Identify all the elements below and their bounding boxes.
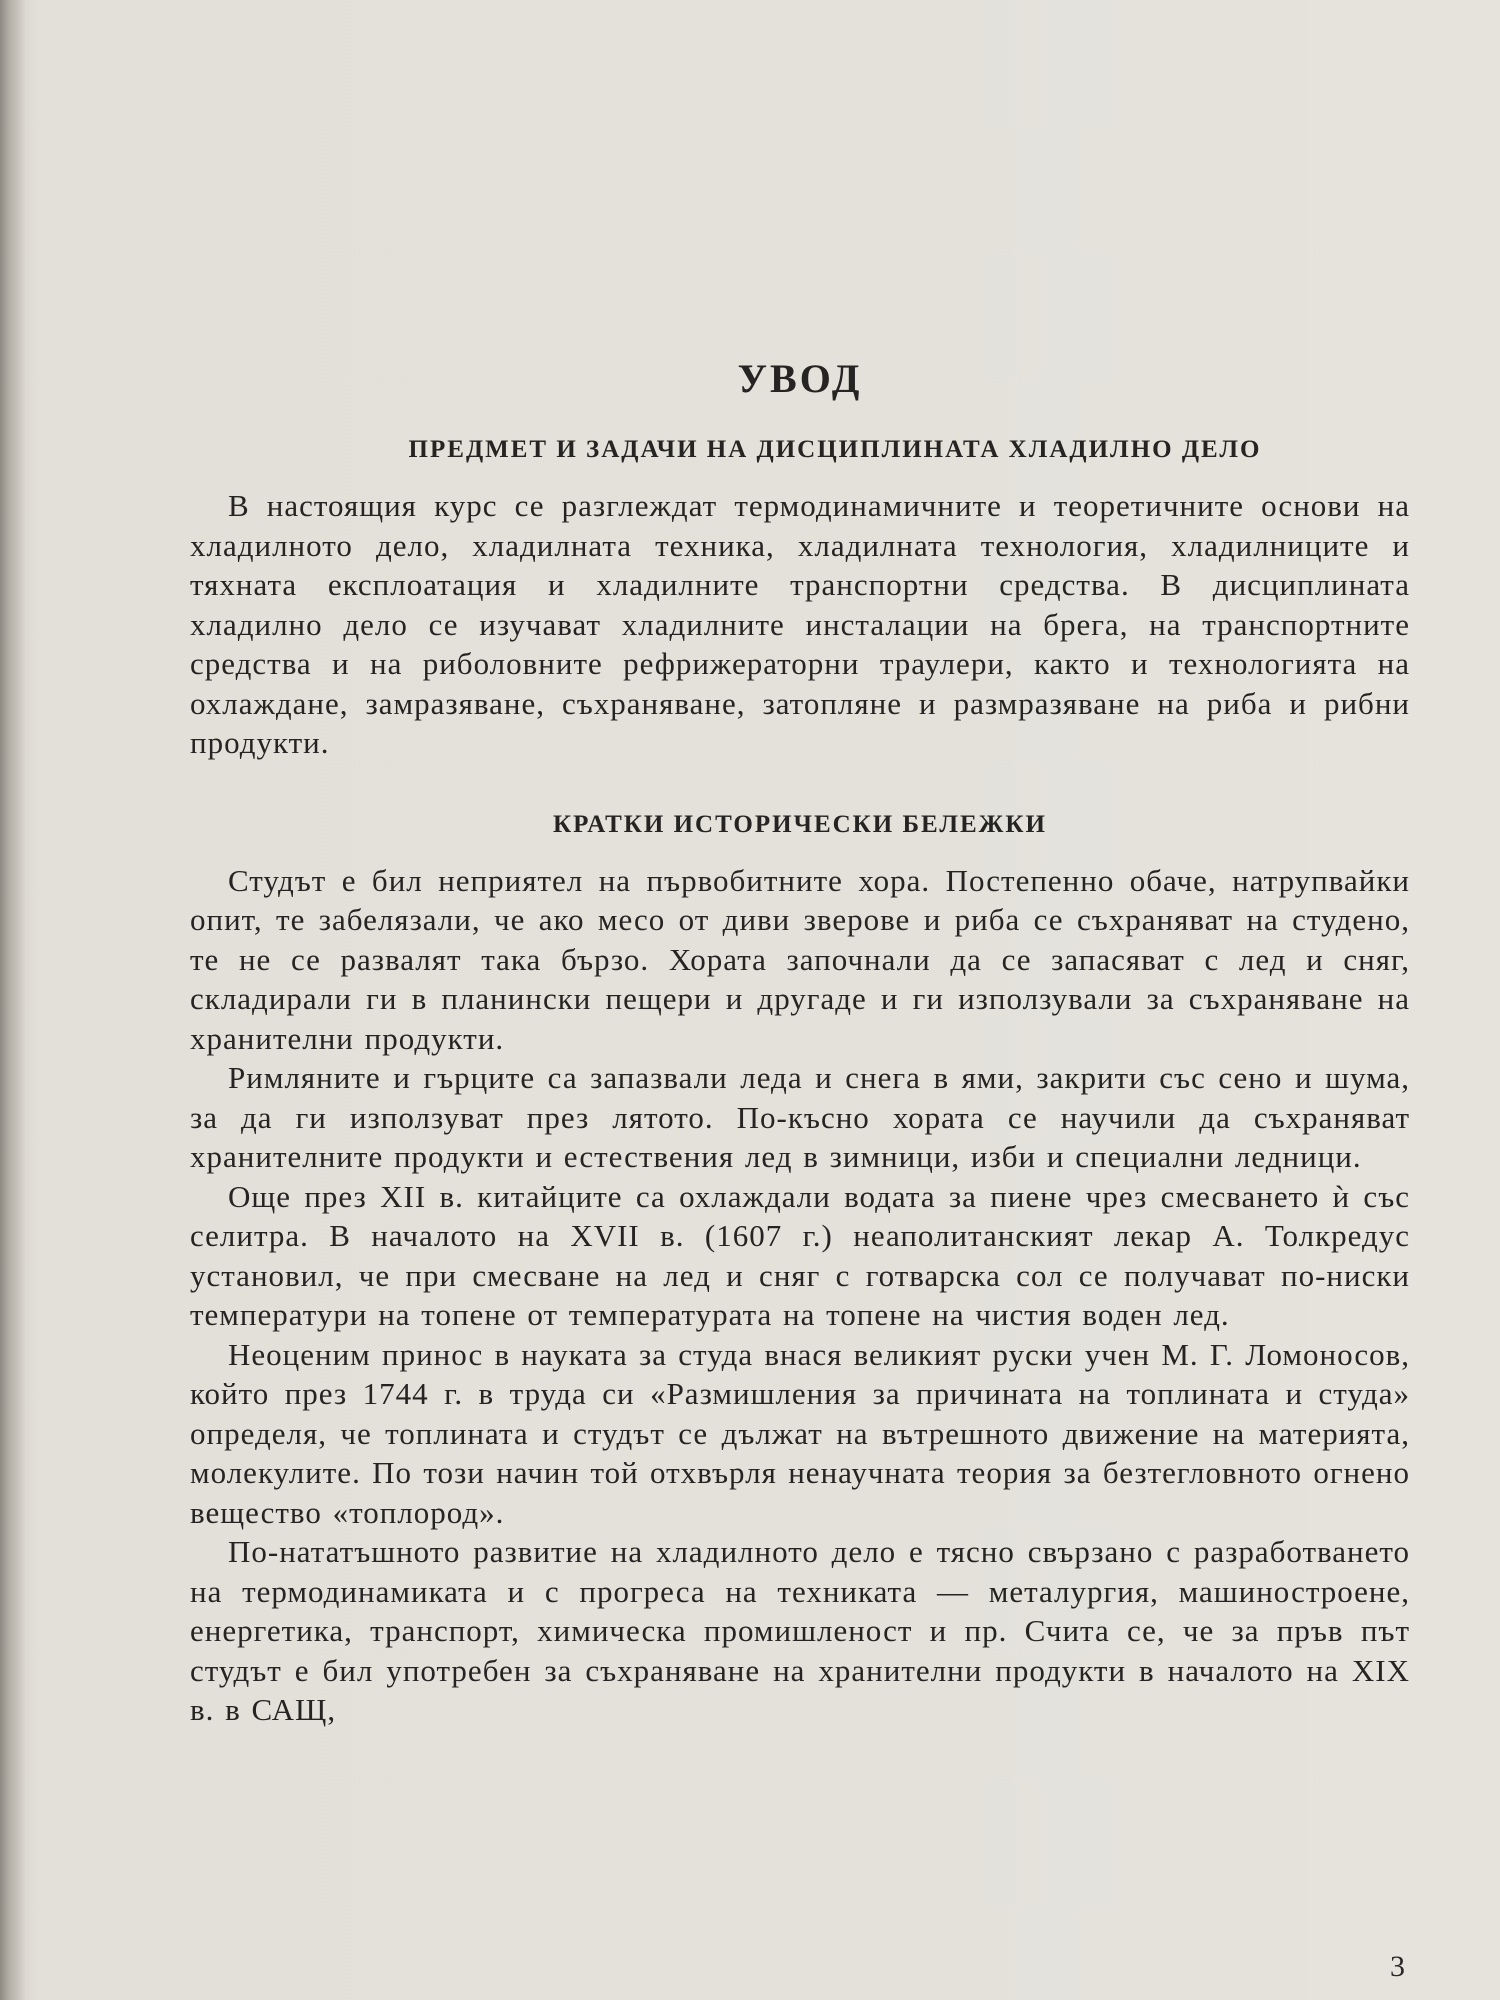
section-title: ПРЕДМЕТ И ЗАДАЧИ НА ДИСЦИПЛИНАТА ХЛАДИЛНО ДЕЛО bbox=[408, 436, 1262, 463]
paragraph: По-нататъшното развитие на хладилното дело е тясно свързано с разработването на термодинамиката и с прогреса на техниката — металургия, машиностроене, енергетика, транспорт, химическа промишленост и пр. Счита се, че за пръв път студът е бил употребен за съхраняване на хранителни продукти в началото на XIX в. в САЩ, bbox=[190, 1534, 1410, 1727]
paragraph: Неоценим принос в науката за студа внася великият руски учен М. Г. Ломоносов, който през 1744 г. в труда си «Размишления за причината на топлината и студа» определя, че топлината и студът се дължат на вътрешното движение на материята, молекулите. По този начин той отхвърля ненаучната теория за безтегловното огнено вещество «топлород». bbox=[190, 1336, 1410, 1530]
paragraph: Студът е бил неприятел на първобитните хора. Постепенно обаче, натрупвайки опит, те забелязали, че ако месо от диви зверове и риба се съхраняват на студено, те не се развалят така бързо. Хората започнали да се запасяват с лед и сняг, складирали ги в планински пещери и другаде и ги използували за съхраняване на хранителни продукти. bbox=[190, 862, 1410, 1056]
page-gutter-shadow bbox=[0, 0, 26, 2000]
paragraph: Още през XII в. китайците са охлаждали водата за пиене чрез смесването ѝ със селитра. В началото на XVII в. (1607 г.) неаполитанският лекар А. Толкредус установил, че при смесване на лед и сняг с готварска сол се получават по-ниски температури на топене от температурата на топене на чистия воден лед. bbox=[190, 1178, 1410, 1332]
paragraph: Римляните и гърците са запазвали леда и снега в ями, закрити със сено и шума, за да ги използуват през лятото. По-късно хората се научили да съхраняват хранителните продукти и естествения лед в зимници, изби и специални ледници. bbox=[190, 1060, 1410, 1174]
section-historical-notes bbox=[190, 811, 1410, 1730]
section-title: КРАТКИ ИСТОРИЧЕСКИ БЕЛЕЖКИ bbox=[553, 810, 1047, 838]
paragraph: В настоящия курс се разглеждат термодинамичните и теоретичните основи на хладилното дело, хладилната техника, хладилната технология, хладилниците и тяхната експлоатация и хладилните транспортни средства. В дисциплината хладилно дело се изучават хладилните инсталации на брега, на транспортните средства и на риболовните рефрижераторни траулери, както и технологията на охлаждане, замразяване, съхраняване, затопляне и размразяване на риба и рибни продукти. bbox=[190, 488, 1410, 760]
chapter-title: УВОД bbox=[737, 356, 863, 401]
page-number: 3 bbox=[1390, 1950, 1405, 1983]
section-subject-and-tasks bbox=[190, 436, 1410, 763]
page-content bbox=[190, 355, 1410, 1778]
